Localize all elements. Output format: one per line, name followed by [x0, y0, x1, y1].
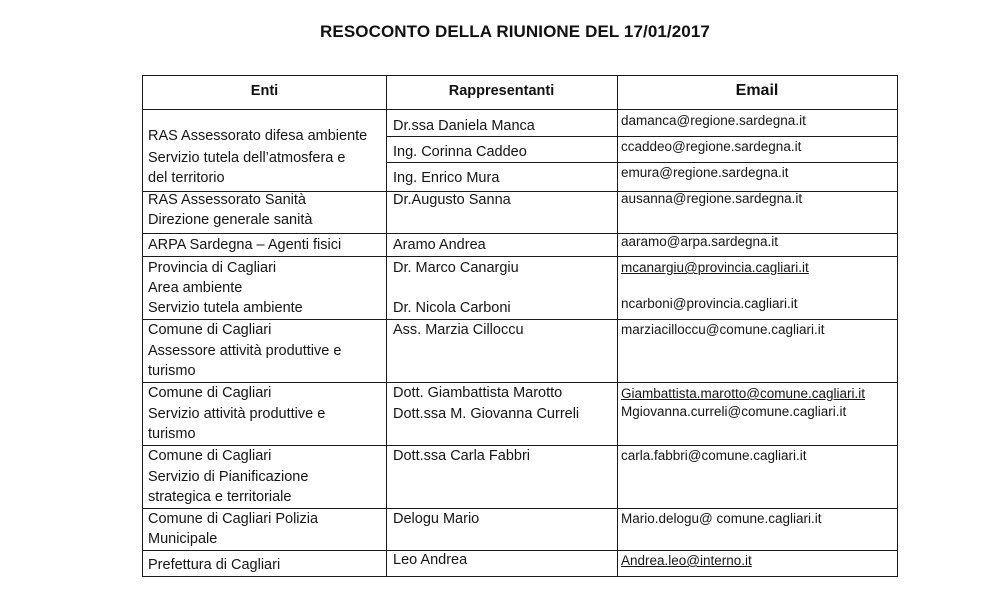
ente-line: Prefettura di Cagliari — [148, 557, 281, 573]
row-divider — [143, 109, 897, 110]
ente-line: Servizio tutela ambiente — [148, 300, 303, 316]
rappresentante: Delogu Mario — [393, 511, 480, 527]
row-divider — [143, 550, 897, 551]
document-title: RESOCONTO DELLA RIUNIONE DEL 17/01/2017 — [320, 22, 710, 41]
email-link[interactable]: Andrea.leo@interno.it — [621, 553, 752, 568]
rappresentante: Dr. Marco Canargiu — [393, 260, 519, 276]
ente-line: Municipale — [148, 531, 218, 547]
ente-line: Comune di Cagliari Polizia — [148, 511, 319, 527]
rappresentante: Dr.Augusto Sanna — [393, 192, 511, 208]
rappresentante: Ing. Enrico Mura — [393, 170, 500, 186]
email-link[interactable]: damanca@regione.sardegna.it — [621, 113, 806, 128]
ente-line: Direzione generale sanità — [148, 212, 313, 228]
rappresentante: Leo Andrea — [393, 552, 468, 568]
ente-line: Servizio di Pianificazione — [148, 469, 309, 485]
ente-line: Provincia di Cagliari — [148, 260, 277, 276]
header-email: Email — [735, 82, 779, 99]
email-link[interactable]: ccaddeo@regione.sardegna.it — [621, 139, 802, 154]
ente-line: Servizio attività produttive e — [148, 406, 326, 422]
ente-line: ARPA Sardegna – Agenti fisici — [148, 237, 342, 253]
ente-line: RAS Assessorato difesa ambiente — [148, 128, 368, 144]
rappresentante: Dott. Giambattista Marotto — [393, 385, 563, 401]
header-rappresentanti: Rappresentanti — [448, 83, 555, 99]
email-link[interactable]: Mario.delogu@ comune.cagliari.it — [621, 511, 822, 526]
ente-line: turismo — [148, 426, 196, 442]
ente-line: RAS Assessorato Sanità — [148, 192, 306, 208]
header-enti: Enti — [250, 83, 279, 99]
rappresentante: Dr. Nicola Carboni — [393, 300, 511, 316]
column-divider — [386, 76, 387, 576]
email-link[interactable]: ausanna@regione.sardegna.it — [621, 191, 803, 206]
rappresentante: Ing. Corinna Caddeo — [393, 144, 527, 160]
email-link[interactable]: carla.fabbri@comune.cagliari.it — [621, 448, 807, 463]
email-link[interactable]: aaramo@arpa.sardegna.it — [621, 234, 779, 249]
rappresentante: Dott.ssa Carla Fabbri — [393, 448, 530, 464]
attendees-table — [142, 75, 898, 577]
ente-line: Comune di Cagliari — [148, 322, 272, 338]
email-link[interactable]: mcanargiu@provincia.cagliari.it — [621, 260, 809, 275]
rappresentante: Dr.ssa Daniela Manca — [393, 118, 535, 134]
ente-line: Servizio tutela dell’atmosfera e — [148, 150, 346, 166]
ente-line: strategica e territoriale — [148, 489, 292, 505]
row-divider — [143, 233, 897, 234]
rappresentante: Dott.ssa M. Giovanna Curreli — [393, 406, 580, 422]
column-divider — [617, 76, 618, 576]
ente-line: Comune di Cagliari — [148, 385, 272, 401]
email-link[interactable]: Mgiovanna.curreli@comune.cagliari.it — [621, 404, 847, 419]
email-link[interactable]: Giambattista.marotto@comune.cagliari.it — [621, 386, 866, 401]
ente-line: del territorio — [148, 170, 225, 186]
ente-line: Assessore attività produttive e — [148, 343, 342, 359]
row-divider — [143, 256, 897, 257]
rappresentante: Ass. Marzia Cilloccu — [393, 322, 524, 338]
email-link[interactable]: emura@regione.sardegna.it — [621, 165, 789, 180]
email-link[interactable]: marziacilloccu@comune.cagliari.it — [621, 322, 825, 337]
ente-line: Area ambiente — [148, 280, 243, 296]
rappresentante: Aramo Andrea — [393, 237, 486, 253]
ente-line: turismo — [148, 363, 196, 379]
email-link[interactable]: ncarboni@provincia.cagliari.it — [621, 296, 798, 311]
ente-line: Comune di Cagliari — [148, 448, 272, 464]
